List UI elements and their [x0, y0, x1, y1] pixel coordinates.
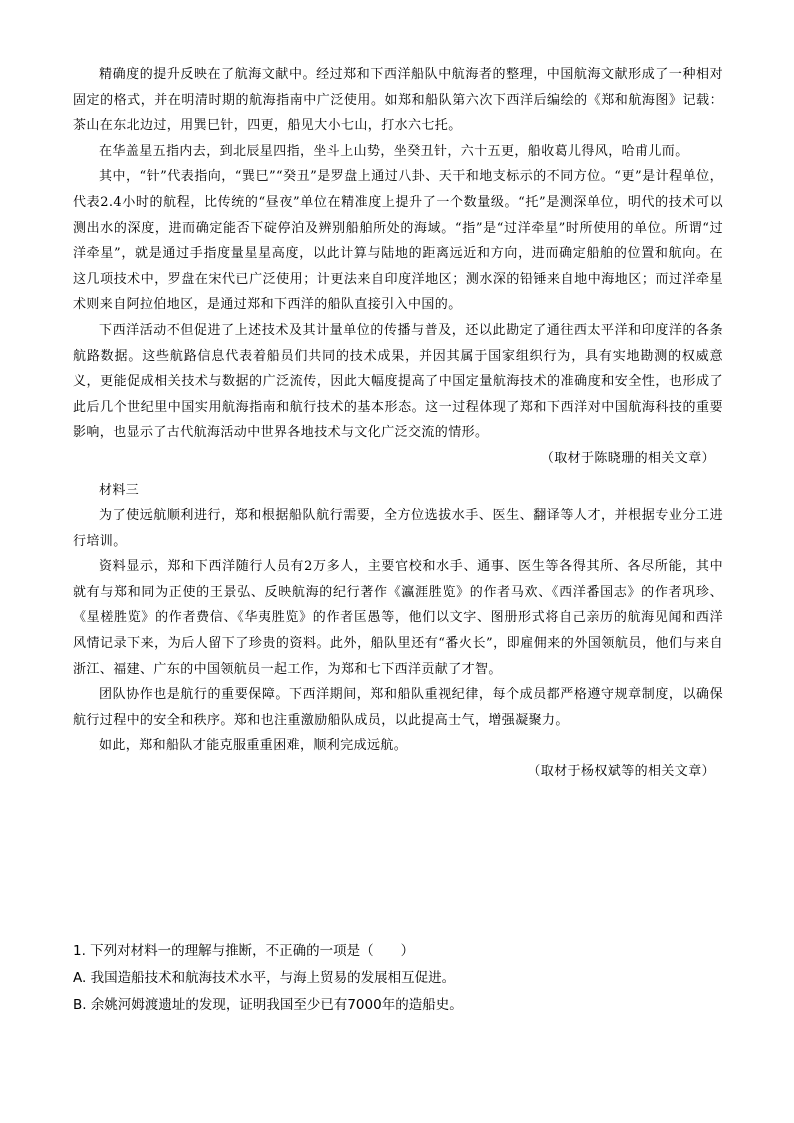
reading-material	[73, 62, 723, 785]
question-section	[73, 938, 723, 1019]
paragraph-units-explanation: 其中，“针”代表指向，“巽巳”“癸丑”是罗盘上通过八卦、天干和地支标示的不同方位。“更”是计程单位，代表2.4小时的航程，比传统的“昼夜”单位在精准度上提升了一个数量级。“托”是测深单位，明代的技术可以测出水的深度，进而确定能否下碇停泊及辨别船舶所处的海域。“指”是“过洋牵星”时所使用的单位。所谓“过洋牵星”，就是通过手指度量星星高度，以此计算与陆地的距离远近和方向，进而确定船舶的位置和航向。在这几项技术中，罗盘在宋代已广泛使用；计更法来自印度洋地区；测水深的铅锤来自地中海地区；而过洋牵星术则来自阿拉伯地区，是通过郑和下西洋的船队直接引入中国的。	[73, 169, 723, 313]
option-b: B. 余姚河姆渡遗址的发现，证明我国至少已有7000年的造船史。	[73, 997, 463, 1013]
option-a: A. 我国造船技术和航海技术水平，与海上贸易的发展相互促进。	[73, 970, 456, 986]
paragraph-precision-literature: 精确度的提升反映在了航海文献中。经过郑和下西洋船队中航海者的整理，中国航海文献形成了一种相对固定的格式，并在明清时期的航海指南中广泛使用。如郑和船队第六次下西洋后编绘的《郑和航海图》记载：茶山在东北边过，用巽巳针，四更，船见大小七山，打水六七托。	[73, 67, 723, 134]
citation-chen-xiaoshan: （取材于陈晓珊的相关文章）	[540, 450, 715, 466]
material-three-heading: 材料三	[99, 482, 140, 498]
paragraph-voyage-influence: 下西洋活动不但促进了上述技术及其计量单位的传播与普及，还以此勘定了通往西太平洋和印度洋的各条航路数据。这些航路信息代表着船员们共同的技术成果，并因其属于国家组织行为，具有实地勘测的权威意义，更能促成相关技术与数据的广泛流传，因此大幅度提高了中国定量航海技术的准确度和安全性，也形成了此后几个世纪里中国实用航海指南和航行技术的基本形态。这一过程体现了郑和下西洋对中国航海科技的重要影响，也显示了古代航海活动中世界各地技术与文化广泛交流的情形。	[73, 322, 723, 441]
paragraph-crew-records: 资料显示，郑和下西洋随行人员有2万多人，主要官校和水手、通事、医生等各得其所、各尽所能，其中就有与郑和同为正使的王景弘、反映航海的纪行著作《瀛涯胜览》的作者马欢、《西洋番国志》的作者巩珍、《星槎胜览》的作者费信、《华夷胜览》的作者匡愚等，他们以文字、图册形式将自己亲历的航海见闻和西洋风情记录下来，为后人留下了珍贵的资料。此外，船队里还有“番火长”，即雇佣来的外国领航员，他们与来自浙江、福建、广东的中国领航员一起工作，为郑和七下西洋贡献了才智。	[73, 559, 723, 677]
question-stem: 1. 下列对材料一的理解与推断，不正确的一项是（ ）	[73, 943, 415, 959]
paragraph-talent-selection: 为了使远航顺利进行，郑和根据船队航行需要，全方位选拔水手、医生、翻译等人才，并根据专业分工进行培训。	[73, 508, 723, 549]
paragraph-teamwork: 团队协作也是航行的重要保障。下西洋期间，郑和船队重视纪律，每个成员都严格遵守规章制度，以确保航行过程中的安全和秩序。郑和也注重激励船队成员，以此提高士气，增强凝聚力。	[73, 687, 723, 728]
citation-yang-quanbin: （取材于杨权斌等的相关文章）	[527, 764, 715, 780]
paragraph-navigation-chart-quote: 在华盖星五指内去，到北辰星四指，坐斗上山势，坐癸丑针，六十五更，船收葛儿得风，哈甫儿而。	[99, 143, 689, 159]
paragraph-conclusion: 如此，郑和船队才能克服重重困难，顺利完成远航。	[99, 738, 408, 754]
